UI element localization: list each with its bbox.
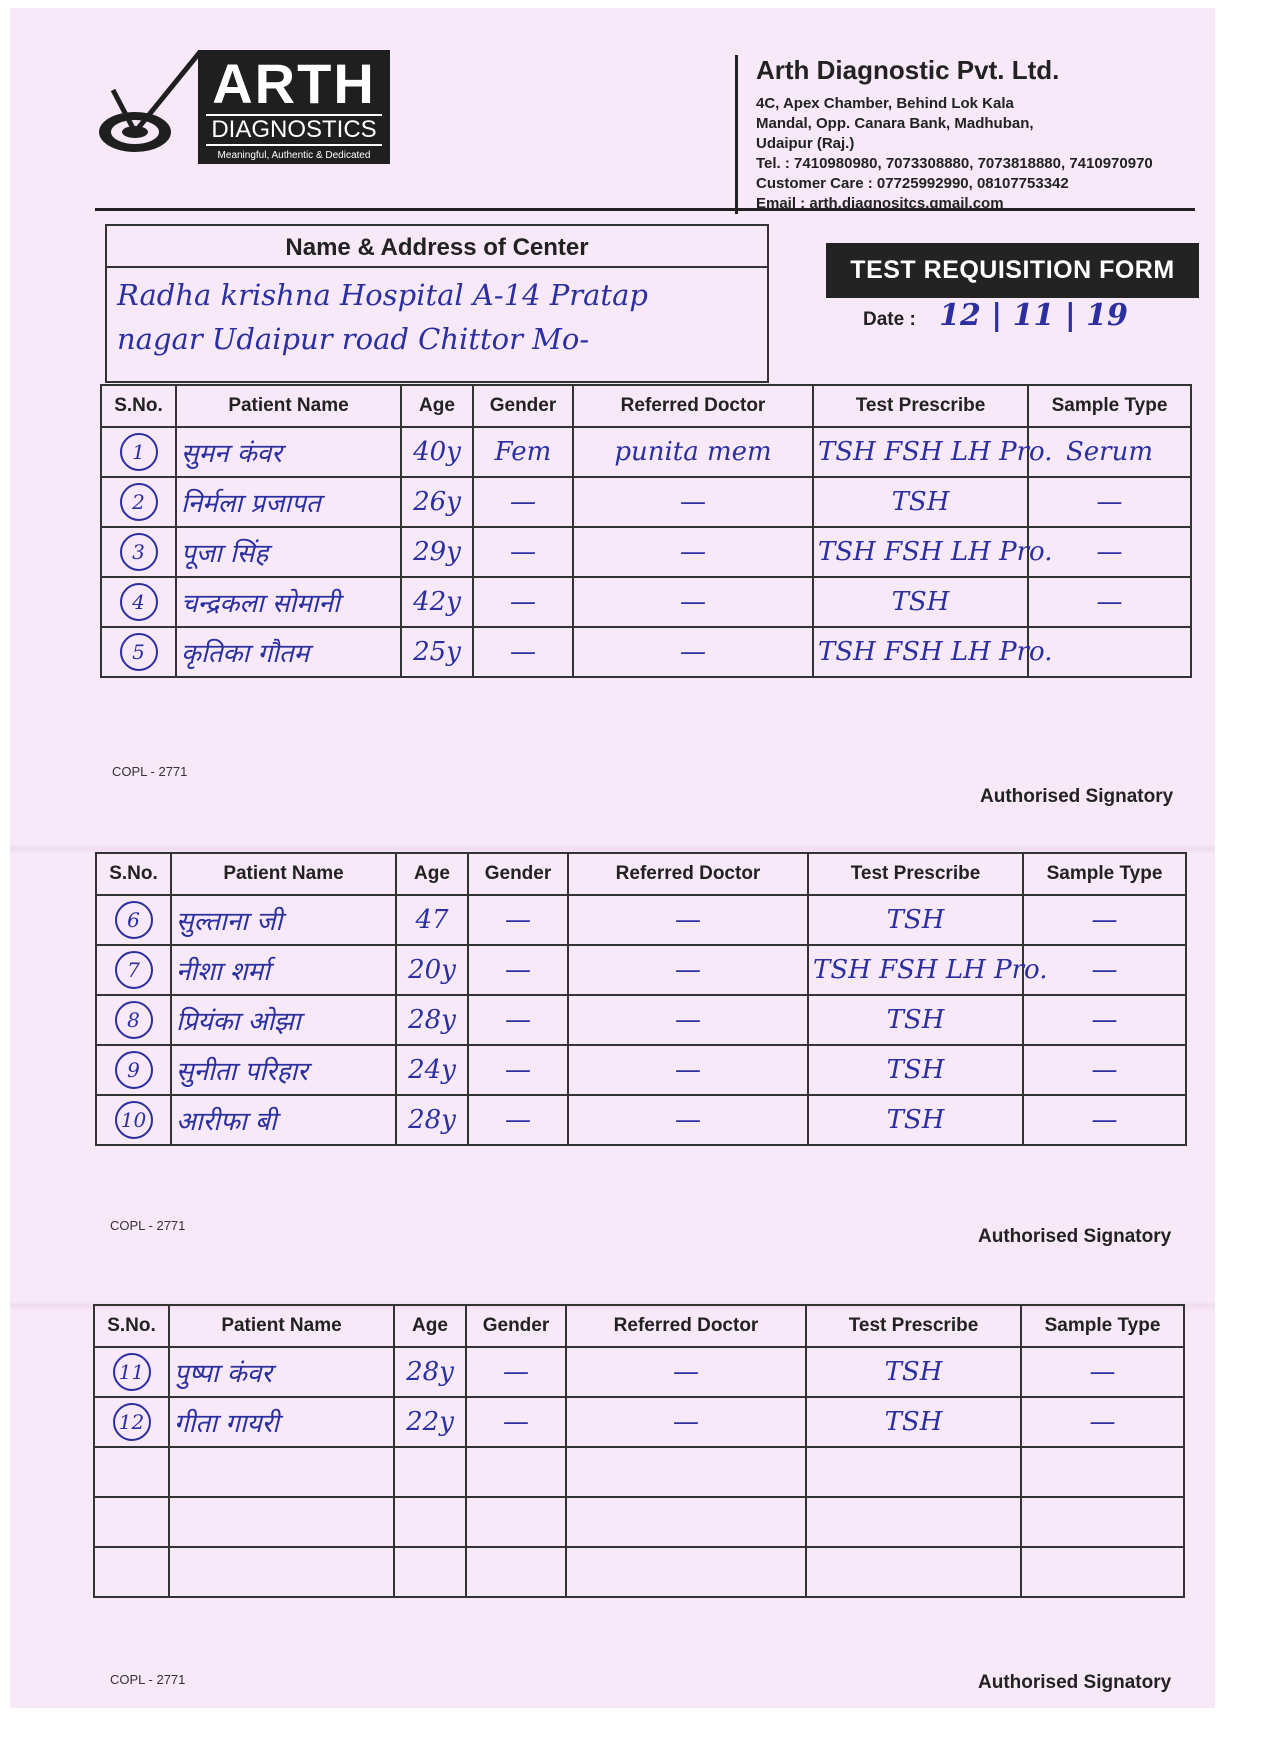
copl-code: COPL - 2771 — [110, 1672, 186, 1687]
cell-doctor: — — [568, 945, 808, 995]
authorised-signatory: Authorised Signatory — [978, 1672, 1172, 1693]
cell-name: निर्मला प्रजापत — [176, 477, 401, 527]
cell-age: 40y — [401, 427, 473, 477]
table-row — [94, 1497, 1184, 1547]
cell-age: 25y — [401, 627, 473, 677]
table-row — [96, 1095, 1186, 1145]
cell-gender — [466, 1447, 566, 1497]
cell-name: पूजा सिंह — [176, 527, 401, 577]
cell-test: TSH FSH LH Pro. — [808, 945, 1023, 995]
cell-sno — [96, 1095, 171, 1145]
patient-table-1 — [100, 384, 1192, 678]
serial-number: 5 — [120, 633, 158, 671]
cell-doctor: — — [568, 1045, 808, 1095]
table-row — [101, 577, 1191, 627]
table-row — [94, 1397, 1184, 1447]
cell-sample — [1021, 1547, 1184, 1597]
table-row — [94, 1547, 1184, 1597]
cell-sno — [94, 1547, 169, 1597]
cell-name: सुनीता परिहार — [171, 1045, 396, 1095]
cell-sample: — — [1023, 995, 1186, 1045]
cell-test: TSH FSH LH Pro. — [813, 627, 1028, 677]
table-row — [101, 477, 1191, 527]
cell-age: 28y — [396, 995, 468, 1045]
cell-sno — [94, 1347, 169, 1397]
company-address-line: Udaipur (Raj.) — [756, 135, 855, 152]
column-header-age: Age — [401, 385, 473, 427]
cell-age: 42y — [401, 577, 473, 627]
table-row — [96, 995, 1186, 1045]
cell-doctor — [566, 1547, 806, 1597]
column-header-age: Age — [396, 853, 468, 895]
company-email: Email : arth.diagnositcs.gmail.com — [756, 195, 1004, 212]
cell-gender — [466, 1547, 566, 1597]
table-header-row — [94, 1305, 1184, 1347]
cell-gender: — — [473, 577, 573, 627]
cell-test: TSH — [813, 477, 1028, 527]
cell-doctor — [566, 1497, 806, 1547]
cell-name: आरीफा बी — [171, 1095, 396, 1145]
cell-sample: — — [1028, 477, 1191, 527]
logo-tagline: Meaningful, Authentic & Dedicated — [217, 150, 371, 161]
column-header-sample: Sample Type — [1021, 1305, 1184, 1347]
cell-sample — [1021, 1497, 1184, 1547]
cell-sno — [96, 1045, 171, 1095]
column-header-sno: S.No. — [94, 1305, 169, 1347]
cell-sample: — — [1023, 945, 1186, 995]
cell-doctor: punita mem — [573, 427, 813, 477]
serial-number: 8 — [115, 1001, 153, 1039]
cell-age: 28y — [394, 1347, 466, 1397]
authorised-signatory: Authorised Signatory — [980, 786, 1174, 807]
header-divider — [95, 208, 1195, 211]
cell-name: गीता गायरी — [169, 1397, 394, 1447]
column-header-sno: S.No. — [96, 853, 171, 895]
company-info — [735, 55, 1216, 214]
column-header-sno: S.No. — [101, 385, 176, 427]
cell-sno — [101, 627, 176, 677]
serial-number: 6 — [115, 901, 153, 939]
cell-gender: Fem — [473, 427, 573, 477]
cell-sno — [94, 1447, 169, 1497]
cell-age: 24y — [396, 1045, 468, 1095]
copl-code: COPL - 2771 — [112, 764, 188, 779]
cell-sample: — — [1021, 1347, 1184, 1397]
cell-doctor: — — [568, 1095, 808, 1145]
cell-name: नीशा शर्मा — [171, 945, 396, 995]
column-header-doctor: Referred Doctor — [568, 853, 808, 895]
cell-test — [806, 1447, 1021, 1497]
cell-test: TSH — [806, 1347, 1021, 1397]
cell-age — [394, 1447, 466, 1497]
cell-sno — [96, 995, 171, 1045]
cell-gender: — — [468, 945, 568, 995]
table-row — [96, 945, 1186, 995]
form-title: TEST REQUISITION FORM — [826, 243, 1199, 298]
cell-name: सुमन कंवर — [176, 427, 401, 477]
table-row — [101, 527, 1191, 577]
cell-name: पुष्पा कंवर — [169, 1347, 394, 1397]
cell-gender — [466, 1497, 566, 1547]
cell-doctor: — — [568, 895, 808, 945]
cell-test: TSH FSH LH Pro. — [813, 527, 1028, 577]
cell-doctor: — — [573, 577, 813, 627]
company-address-line: Mandal, Opp. Canara Bank, Madhuban, — [756, 115, 1034, 132]
cell-doctor: — — [566, 1347, 806, 1397]
logo-wordmark — [198, 50, 390, 164]
cell-gender: — — [468, 895, 568, 945]
company-name: Arth Diagnostic Pvt. Ltd. — [756, 55, 1060, 85]
cell-sample: — — [1023, 1045, 1186, 1095]
cell-sample — [1028, 627, 1191, 677]
cell-sno — [96, 945, 171, 995]
cell-name: चन्द्रकला सोमानी — [176, 577, 401, 627]
cell-test — [806, 1547, 1021, 1597]
cell-gender: — — [473, 477, 573, 527]
cell-gender: — — [468, 1045, 568, 1095]
cell-age: 28y — [396, 1095, 468, 1145]
cell-gender: — — [468, 995, 568, 1045]
cell-test: TSH — [806, 1397, 1021, 1447]
serial-number: 7 — [115, 951, 153, 989]
cell-sample: — — [1023, 895, 1186, 945]
column-header-test: Test Prescribe — [806, 1305, 1021, 1347]
table-row — [96, 895, 1186, 945]
serial-number: 9 — [115, 1051, 153, 1089]
column-header-doctor: Referred Doctor — [566, 1305, 806, 1347]
column-header-age: Age — [394, 1305, 466, 1347]
center-address-box — [105, 224, 769, 383]
copl-code: COPL - 2771 — [110, 1218, 186, 1233]
patient-table-2 — [95, 852, 1187, 1146]
table-row — [96, 1045, 1186, 1095]
company-tel: Tel. : 7410980980, 7073308880, 7073818880, 7410970970 — [756, 155, 1153, 172]
column-header-patient: Patient Name — [176, 385, 401, 427]
cell-sample: Serum — [1028, 427, 1191, 477]
cell-sno — [101, 527, 176, 577]
cell-gender: — — [473, 527, 573, 577]
column-header-patient: Patient Name — [169, 1305, 394, 1347]
column-header-sample: Sample Type — [1028, 385, 1191, 427]
table-row — [94, 1447, 1184, 1497]
company-address-line: 4C, Apex Chamber, Behind Lok Kala — [756, 95, 1014, 112]
serial-number: 2 — [120, 483, 158, 521]
cell-sno — [101, 577, 176, 627]
cell-age — [394, 1547, 466, 1597]
cell-name: सुल्ताना जी — [171, 895, 396, 945]
date-label: Date : — [863, 309, 916, 330]
cell-sample: — — [1028, 527, 1191, 577]
cell-name — [169, 1447, 394, 1497]
center-title: Name & Address of Center — [107, 226, 767, 268]
column-header-test: Test Prescribe — [808, 853, 1023, 895]
arth-logo — [95, 40, 395, 170]
cell-sample: — — [1021, 1397, 1184, 1447]
cell-sno — [101, 477, 176, 527]
cell-age — [394, 1497, 466, 1547]
cell-age: 22y — [394, 1397, 466, 1447]
cell-sno — [94, 1497, 169, 1547]
column-header-test: Test Prescribe — [813, 385, 1028, 427]
cell-name — [169, 1497, 394, 1547]
cell-sno — [94, 1397, 169, 1447]
cell-test: TSH — [808, 1045, 1023, 1095]
center-address-line: Radha krishna Hospital A-14 Pratap — [117, 278, 648, 312]
cell-sno — [96, 895, 171, 945]
table-row — [101, 427, 1191, 477]
company-care: Customer Care : 07725992990, 08107753342 — [756, 175, 1069, 192]
cell-age: 26y — [401, 477, 473, 527]
cell-age: 47 — [396, 895, 468, 945]
cell-doctor — [566, 1447, 806, 1497]
serial-number: 10 — [115, 1101, 153, 1139]
logo-brand: ARTH — [212, 52, 376, 115]
column-header-doctor: Referred Doctor — [573, 385, 813, 427]
cell-sample: — — [1028, 577, 1191, 627]
column-header-gender: Gender — [473, 385, 573, 427]
cell-gender: — — [468, 1095, 568, 1145]
cell-name — [169, 1547, 394, 1597]
cell-gender: — — [466, 1397, 566, 1447]
cell-test: TSH — [813, 577, 1028, 627]
column-header-gender: Gender — [468, 853, 568, 895]
date-row — [863, 298, 1128, 333]
serial-number: 3 — [120, 533, 158, 571]
cell-doctor: — — [573, 627, 813, 677]
table-row — [101, 627, 1191, 677]
cell-doctor: — — [573, 477, 813, 527]
cell-age: 29y — [401, 527, 473, 577]
serial-number: 1 — [120, 433, 158, 471]
cell-name: प्रियंका ओझा — [171, 995, 396, 1045]
target-check-icon — [95, 50, 205, 160]
table-header-row — [101, 385, 1191, 427]
cell-test: TSH — [808, 995, 1023, 1045]
serial-number: 12 — [113, 1403, 151, 1441]
column-header-sample: Sample Type — [1023, 853, 1186, 895]
cell-sample — [1021, 1447, 1184, 1497]
cell-sample: — — [1023, 1095, 1186, 1145]
patient-table-3 — [93, 1304, 1185, 1598]
authorised-signatory: Authorised Signatory — [978, 1226, 1172, 1247]
cell-doctor: — — [568, 995, 808, 1045]
serial-number: 4 — [120, 583, 158, 621]
cell-name: कृतिका गौतम — [176, 627, 401, 677]
cell-gender: — — [466, 1347, 566, 1397]
cell-test — [806, 1497, 1021, 1547]
center-address-line: nagar Udaipur road Chittor Mo- — [117, 322, 590, 356]
column-header-patient: Patient Name — [171, 853, 396, 895]
cell-test: TSH FSH LH Pro. — [813, 427, 1028, 477]
cell-test: TSH — [808, 895, 1023, 945]
cell-sno — [101, 427, 176, 477]
serial-number: 11 — [113, 1353, 151, 1391]
column-header-gender: Gender — [466, 1305, 566, 1347]
cell-gender: — — [473, 627, 573, 677]
table-header-row — [96, 853, 1186, 895]
date-value: 12 | 11 | 19 — [939, 298, 1128, 333]
cell-doctor: — — [566, 1397, 806, 1447]
cell-age: 20y — [396, 945, 468, 995]
cell-test: TSH — [808, 1095, 1023, 1145]
cell-doctor: — — [573, 527, 813, 577]
table-row — [94, 1347, 1184, 1397]
logo-sub: DIAGNOSTICS — [206, 114, 382, 146]
